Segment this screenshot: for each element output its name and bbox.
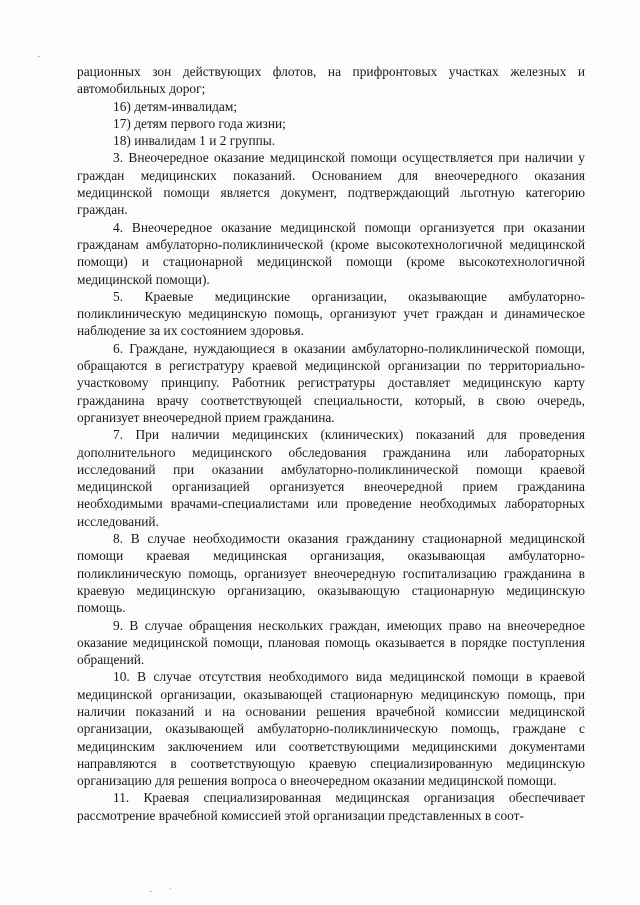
paragraph-7: 7. При наличии медицинских (клинических) показаний для проведения дополнительного медицинского обследования гражданина или лабораторных исследований при оказании амбулаторно-поликлинической помощи краевой медицинской организацией организуется внеочередной прием гражданина необходимыми врачами-специалистами или проведение необходимых лабораторных исследований. <box>77 427 585 529</box>
list-item-17: 17) детям первого года жизни; <box>113 115 286 131</box>
paragraph-continuation: рационных зон действующих флотов, на прифронтовых участках железных и автомобильных дорог; <box>77 64 585 97</box>
list-item-16: 16) детям-инвалидам; <box>113 98 238 114</box>
paragraph-9: 9. В случае обращения нескольких граждан, имеющих право на внеочередное оказание медицинской помощи, плановая помощь оказывается в порядке поступления обращений. <box>77 617 585 668</box>
paragraph-6: 6. Граждане, нуждающиеся в оказании амбулаторно-поликлинической помощи, обращаются в регистратуру краевой медицинской организации по территориально-участковому принципу. Работник регистратуры доставляет медицинскую карту гражданина врачу соответствующей специальности, который, в свою очередь, организует внеочередной прием гражданина. <box>77 340 585 425</box>
list-item-18: 18) инвалидам 1 и 2 группы. <box>113 133 276 149</box>
paragraph-10: 10. В случае отсутствия необходимого вида медицинской помощи в краевой медицинской организации, оказывающей стационарную медицинскую помощь, при наличии показаний и на основании решения врачебной комиссии медицинской организации, оказывающей амбулаторно-поликлиническую помощь, граждане с медицинским заключением или соответствующими медицинскими документами направляются в соответствующую краевую специализированную медицинскую организацию для решения вопроса о внеочередном оказании медицинской помощи. <box>77 669 585 789</box>
paragraph-5: 5. Краевые медицинские организации, оказывающие амбулаторно-поликлиническую медицинскую помощь, организуют учет граждан и динамическое наблюдение за их состоянием здоровья. <box>77 288 585 339</box>
paragraph-3: 3. Внеочередное оказание медицинской помощи осуществляется при наличии у граждан медицинских показаний. Основанием для внеочередного оказания медицинской помощи является документ, подтверждающий льготную категорию граждан. <box>77 150 585 218</box>
scan-speck <box>38 56 40 57</box>
document-body <box>77 63 585 824</box>
paragraph-4: 4. Внеочередное оказание медицинской помощи организуется при оказании гражданам амбулаторно-поликлинической (кроме высокотехнологичной медицинской помощи) и стационарной медицинской помощи (кроме высокотехнологичной медицинской помощи). <box>77 219 585 287</box>
scan-speck <box>150 891 152 892</box>
paragraph-8: 8. В случае необходимости оказания гражданину стационарной медицинской помощи краевая медицинская организация, оказывающая амбулаторно-поликлиническую помощь, организует внеочередную госпитализацию гражданина в краевую медицинскую организацию, оказывающую стационарную медицинскую помощь. <box>77 531 585 616</box>
scan-speck <box>170 888 171 889</box>
paragraph-11: 11. Краевая специализированная медицинская организация обеспечивает рассмотрение врачебной комиссией этой организации представленных в соот- <box>77 790 585 823</box>
